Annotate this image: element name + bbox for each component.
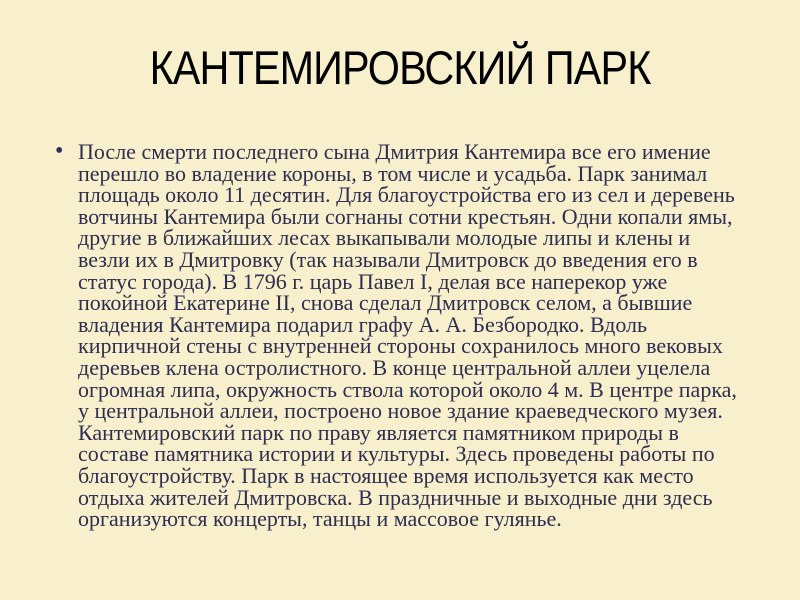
- bullet-marker: •: [55, 138, 64, 164]
- text-line: деревьев клена остролистного. В конце центральной аллеи уцелела: [78, 354, 711, 380]
- text-line: отдыха жителей Дмитровска. В праздничные и выходные дни здесь: [78, 484, 713, 510]
- bullet-item: [55, 138, 780, 532]
- text-line: огромная липа, окружность ствола которой около 4 м. В центре парка,: [78, 376, 737, 402]
- text-line: вотчины Кантемира были согнаны сотни крестьян. Одни копали ямы,: [78, 203, 733, 229]
- text-line: благоустройству. Парк в настоящее время используется как место: [78, 462, 694, 488]
- slide-title: КАНТЕМИРОВСКИЙ ПАРК: [149, 41, 651, 94]
- text-line: кирпичной стены с внутренней стороны сохранилось много вековых: [78, 333, 723, 359]
- bullet-text-block: [78, 141, 737, 530]
- text-line: После смерти последнего сына Дмитрия Кантемира все его имение: [78, 139, 711, 164]
- text-line: организуются концерты, танцы и массовое гулянье.: [78, 506, 562, 532]
- text-line: другие в ближайших лесах выкапывали молодые липы и клены и: [78, 225, 691, 251]
- text-line: у центральной аллеи, построено новое здание краеведческого музея.: [78, 398, 723, 424]
- text-line: покойной Екатерине II, снова сделал Дмитровск селом, а бывшие: [78, 290, 693, 316]
- text-line: составе памятника истории и культуры. Здесь проведены работы по: [78, 441, 715, 467]
- text-line: владения Кантемира подарил графу А. А. Безбородко. Вдоль: [78, 311, 648, 337]
- text-line: площадь около 11 десятин. Для благоустройства его из сел и деревень: [78, 182, 735, 208]
- text-line: статус города). В 1796 г. царь Павел I, делая все наперекор уже: [78, 268, 668, 294]
- text-line: Кантемировский парк по праву является памятником природы в: [78, 419, 679, 445]
- text-line: перешло во владение короны, в том числе и усадьба. Парк занимал: [78, 160, 708, 186]
- text-line: везли их в Дмитровку (так называли Дмитровск до введения его в: [78, 246, 698, 272]
